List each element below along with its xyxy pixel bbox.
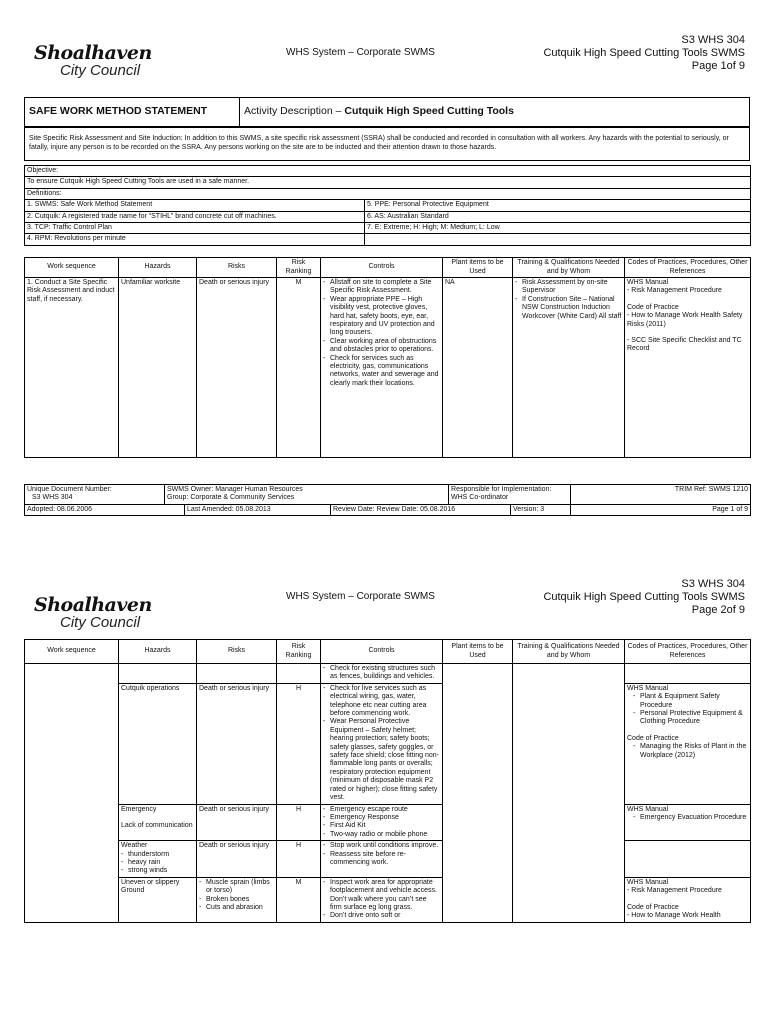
risk-table-page-1: [24, 257, 751, 458]
control-item: - Emergency Response: [323, 814, 440, 822]
codes-heading: WHS Manual: [627, 684, 669, 692]
cell-sequence: 1. Conduct a Site Specific Risk Assessment and induct staff, if necessary.: [25, 278, 119, 458]
cell-ranking: H: [277, 841, 321, 878]
col-header-training: Training & Qualifications Needed and by Whom: [513, 640, 625, 664]
control-item: - Emergency escape route: [323, 806, 440, 814]
header-doc-code: S3 WHS 304: [681, 578, 745, 590]
objective-text: To ensure Cutquik High Speed Cutting Tools are used in a safe manner.: [25, 177, 751, 188]
codes-heading: Code of Practice: [627, 734, 679, 742]
logo-subtitle: City Council: [60, 614, 141, 631]
table-row: [25, 841, 751, 878]
cell-training: [513, 664, 625, 923]
objective-definitions-table: [24, 165, 751, 246]
definition-item: 3. TCP: Traffic Control Plan: [25, 223, 365, 234]
document-footer-table: [24, 484, 751, 516]
footer-udn-value: S3 WHS 304: [32, 494, 73, 502]
hazard-text: Emergency: [121, 805, 157, 813]
header-doc-title: Cutquik High Speed Cutting Tools SWMS: [543, 47, 745, 59]
col-header-controls: Controls: [321, 258, 443, 278]
codes-heading: Code of Practice: [627, 903, 679, 911]
control-item: - Reassess site before re-commencing work.: [323, 851, 440, 868]
risk-item: - Muscle sprain (limbs or torso): [199, 879, 274, 896]
document-page-2: [0, 572, 768, 1024]
cell-codes: [625, 683, 751, 804]
cell-controls: [321, 804, 443, 841]
control-item: - Don’t drive onto soft or: [323, 912, 440, 920]
footer-trim-ref: TRIM Ref: SWMS 1210: [571, 485, 751, 505]
col-header-codes: Codes of Practices, Procedures, Other References: [625, 640, 751, 664]
control-item: - Check for existing structures such as fences, buildings and vehicles.: [323, 665, 440, 682]
cell-codes: [625, 804, 751, 841]
footer-amended: Last Amended: 05.08.2013: [185, 504, 331, 515]
training-item: - If Construction Site – National NSW Construction Induction Workcover (White Card) All staff: [515, 296, 622, 321]
codes-item: - Personal Protective Equipment & Clothing Procedure: [633, 710, 748, 727]
col-header-codes: Codes of Practices, Procedures, Other References: [625, 258, 751, 278]
control-item: - Stop work until conditions improve.: [323, 842, 440, 850]
table-row: [25, 278, 751, 458]
cell-risk: Death or serious injury: [197, 804, 277, 841]
cell-training: [513, 278, 625, 458]
hazard-item: - heavy rain: [121, 859, 194, 867]
logo-brand: Shoalhaven: [34, 594, 152, 616]
col-header-plant: Plant items to be Used: [443, 640, 513, 664]
definition-item: 1. SWMS: Safe Work Method Statement: [25, 200, 365, 211]
header-system-title: WHS System – Corporate SWMS: [286, 47, 435, 58]
cell-controls: [321, 877, 443, 922]
header-page-number: Page 1of 9: [691, 60, 745, 72]
cell-hazard: [119, 841, 197, 878]
cell-controls: [321, 683, 443, 804]
cell-ranking: H: [277, 804, 321, 841]
table-row: [25, 683, 751, 804]
codes-heading: WHS Manual: [627, 279, 669, 286]
activity-label: Activity Description –: [244, 105, 345, 117]
cell-ranking: H: [277, 683, 321, 804]
definition-item: 7. E: Extreme; H: High; M: Medium; L: Low: [365, 223, 751, 234]
council-logo: [30, 42, 160, 82]
logo-subtitle: City Council: [60, 62, 141, 79]
control-item: - Two-way radio or mobile phone: [323, 831, 440, 839]
footer-page: Page 1 of 9: [571, 504, 751, 515]
control-item: - Allstaff on site to complete a Site Specific Risk Assessment.: [323, 279, 440, 296]
col-header-controls: Controls: [321, 640, 443, 664]
cell-hazard: Uneven or slippery Ground: [119, 877, 197, 922]
hazard-text: Weather: [121, 842, 148, 850]
footer-owner: [165, 485, 449, 505]
footer-version: Version: 3: [511, 504, 571, 515]
cell-plant: [443, 664, 513, 923]
cell-ranking: [277, 664, 321, 684]
control-item: - Clear working area of obstructions and obstacles prior to operations.: [323, 338, 440, 355]
risk-item: - Cuts and abrasion: [199, 904, 274, 912]
cell-controls: [321, 278, 443, 458]
col-header-ranking: Risk Ranking: [277, 640, 321, 664]
col-header-sequence: Work sequence: [25, 640, 119, 664]
col-header-sequence: Work sequence: [25, 258, 119, 278]
cell-hazard: Unfamiliar worksite: [119, 278, 197, 458]
cell-codes: [625, 877, 751, 922]
hazard-text: Lack of communication: [121, 821, 193, 829]
cell-risk: [197, 664, 277, 684]
footer-adopted: Adopted: 08.06.2006: [25, 504, 185, 515]
table-row: [25, 877, 751, 922]
cell-hazard: [119, 804, 197, 841]
objective-label: Objective:: [25, 166, 751, 177]
codes-item: - Risk Management Procedure: [627, 887, 722, 895]
definition-item: 2. Cutquik: A registered trade name for “STIHL” brand concrete cut off machines.: [25, 211, 365, 222]
council-logo: [30, 594, 160, 634]
definition-item: [365, 234, 751, 245]
activity-description: [244, 105, 514, 117]
cell-hazard: Cutquik operations: [119, 683, 197, 804]
col-header-hazards: Hazards: [119, 258, 197, 278]
header-doc-code: S3 WHS 304: [681, 34, 745, 46]
codes-item: - Managing the Risks of Plant in the Workplace (2012): [633, 743, 748, 760]
risk-item: - Broken bones: [199, 896, 274, 904]
cell-sequence: [25, 664, 119, 923]
activity-value: Cutquik High Speed Cutting Tools: [344, 105, 514, 117]
table-row: [25, 664, 751, 684]
cell-ranking: M: [277, 877, 321, 922]
footer-responsible: [449, 485, 571, 505]
codes-item: - Emergency Evacuation Procedure: [633, 814, 748, 822]
hazard-item: - thunderstorm: [121, 851, 194, 859]
cell-plant: NA: [443, 278, 513, 458]
col-header-risks: Risks: [197, 258, 277, 278]
footer-group-text: Group: Corporate & Community Services: [167, 494, 295, 502]
codes-item: - How to Manage Work Health: [627, 911, 721, 919]
cell-controls: [321, 664, 443, 684]
cell-codes: [625, 664, 751, 684]
definition-item: 5. PPE: Personal Protective Equipment: [365, 200, 751, 211]
col-header-ranking: Risk Ranking: [277, 258, 321, 278]
control-item: - Check for services such as electricity, gas, communications networks, water and sewerage and clearly mark their locations.: [323, 355, 440, 389]
col-header-training: Training & Qualifications Needed and by Whom: [513, 258, 625, 278]
cell-codes: [625, 841, 751, 878]
codes-item: - Plant & Equipment Safety Procedure: [633, 693, 748, 710]
footer-resp-label: Responsible for Implementation:: [451, 486, 552, 493]
logo-brand: Shoalhaven: [34, 42, 152, 64]
swms-title-box: [24, 97, 750, 127]
codes-heading: WHS Manual: [627, 878, 669, 886]
header-doc-info: [543, 578, 745, 617]
site-risk-note: Site Specific Risk Assessment and Site Induction: In addition to this SWMS, a site specific risk assessment (SSRA) shall be conducted and recorded in consultation with all workers. Any hazards with the potential to seriously, or fatally, injure any person is to be recorded on the SSRA. Any persons working on the site are to be inducted and their attention drawn to those hazards.: [24, 127, 750, 161]
cell-controls: [321, 841, 443, 878]
codes-item: - Risk Management Procedure: [627, 287, 722, 295]
codes-item: - How to Manage Work Health Safety Risks (2011): [627, 312, 743, 328]
header-page-number: Page 2of 9: [691, 604, 745, 616]
definition-item: 6. AS: Australian Standard: [365, 211, 751, 222]
definitions-label: Definitions:: [25, 188, 751, 199]
header-doc-info: [543, 34, 745, 73]
codes-item: - SCC Site Specific Checklist and TC Record: [627, 337, 742, 353]
header-doc-title: Cutquik High Speed Cutting Tools SWMS: [543, 591, 745, 603]
col-header-risks: Risks: [197, 640, 277, 664]
footer-udn-label: Unique Document Number:: [27, 486, 112, 493]
control-item: - First Aid Kit: [323, 822, 440, 830]
table-row: [25, 804, 751, 841]
cell-risk: [197, 877, 277, 922]
control-item: - Check for live services such as electrical wiring, gas, water, telephone etc near cutting area before commencing work.: [323, 685, 440, 719]
hazard-item: - strong winds: [121, 867, 194, 875]
control-item: - Wear Personal Protective Equipment – Safety helmet; hearing protection; safety boots; safety glasses, safety goggles, or safety face shield; close fitting non-flammable long pants or overalls; respiratory protection equipment (minimum of disposable mask P2 rated or higher); close fitting safety vest.: [323, 718, 440, 802]
risk-table-page-2: [24, 639, 751, 923]
codes-heading: WHS Manual: [627, 805, 669, 813]
cell-risk: Death or serious injury: [197, 683, 277, 804]
header-system-title: WHS System – Corporate SWMS: [286, 591, 435, 602]
footer-udn: [25, 485, 165, 505]
footer-resp-value: WHS Co-ordinator: [451, 494, 509, 502]
cell-codes: [625, 278, 751, 458]
col-header-hazards: Hazards: [119, 640, 197, 664]
footer-owner-text: SWMS Owner: Manager Human Resources: [167, 486, 303, 493]
codes-heading: Code of Practice: [627, 303, 679, 311]
col-header-plant: Plant items to be Used: [443, 258, 513, 278]
swms-title: SAFE WORK METHOD STATEMENT: [25, 98, 240, 126]
cell-risk: Death or serious injury: [197, 278, 277, 458]
training-item: - Risk Assessment by on-site Supervisor: [515, 279, 622, 296]
footer-review: Review Date: Review Date: 05.08.2016: [331, 504, 511, 515]
control-item: - Wear appropriate PPE – High visibility vest, protective gloves, hard hat, safety boots, eye, ear, respiratory and UV protection and long trousers.: [323, 296, 440, 338]
cell-ranking: M: [277, 278, 321, 458]
cell-risk: Death or serious injury: [197, 841, 277, 878]
control-item: - Inspect work area for appropriate footplacement and vehicle access. Don’t walk where you can’t see firm surface eg long grass.: [323, 879, 440, 913]
cell-hazard: [119, 664, 197, 684]
definition-item: 4. RPM: Revolutions per minute: [25, 234, 365, 245]
